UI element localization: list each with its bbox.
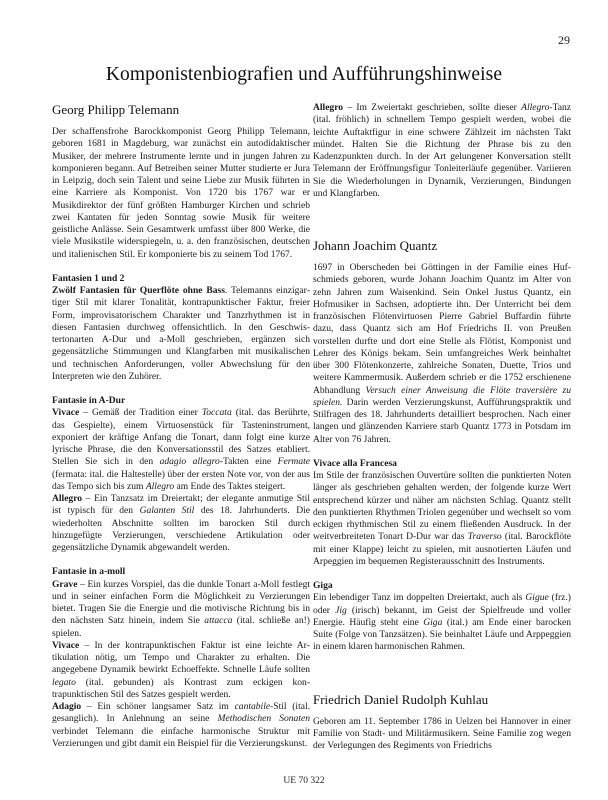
amoll-vivace xyxy=(52,640,310,701)
fantasien-lead: Zwölf Fantasien für Querflöte ohne Bass xyxy=(52,285,225,296)
tempo-label: Grave xyxy=(52,578,78,590)
italic-term: Traverso xyxy=(467,531,502,543)
left-column xyxy=(52,102,310,750)
adur-allegro xyxy=(52,493,310,554)
adur-vivace xyxy=(52,407,310,493)
italic-term: cantabile xyxy=(234,701,271,712)
text-run: (frz.) oder xyxy=(313,592,571,616)
section-spacer xyxy=(313,200,571,238)
tempo-label: Allegro xyxy=(313,102,344,113)
italic-term: Versuch einer Anweisung die Flöte traversière zu spielen. xyxy=(313,384,571,408)
tempo-label: Adagio xyxy=(52,701,82,712)
italic-term: Fermate xyxy=(277,456,310,468)
text-run: – Gemäß der Tradition einer xyxy=(79,407,202,419)
italic-term: Giga xyxy=(423,616,443,628)
text-run: Darin werden Verzierungskunst, Aufführungspraktik und Stilfragen des 18. Jahrhunderts detailliert besprochen. Nach einer langen und glänzenden Karriere starb Quantz 1773 in Potsdam im Alter von 76 Jahren. xyxy=(313,396,571,445)
text-run: – Ein schöner langsamer Satz im xyxy=(81,701,235,712)
amoll-grave xyxy=(52,579,310,640)
fantasie-amoll-heading: Fantasie in a-moll xyxy=(52,566,126,578)
italic-term: legato xyxy=(52,676,76,688)
francesa-heading: Vivace alla Francesa xyxy=(313,457,397,469)
quantz-bio xyxy=(313,262,571,446)
italic-term: attacca xyxy=(204,615,233,627)
text-run: – In der kontrapunktischen Faktur ist eine leichte Artikulation nötig, um Tempo und Charakter zu erhalten. Die angegebene Dynamik bewirkt Echoeffekte. Schnelle Läufe sollten xyxy=(52,639,310,676)
text-run: am Ende des Taktes steigert. xyxy=(174,480,286,492)
text-run: – Ein Tanzsatz im Dreiertakt; der elegante anmutige Stil ist typisch für den xyxy=(52,493,310,517)
catalog-number: UE 70 322 xyxy=(283,776,325,786)
text-run: -Stil (ital. gesanglich). In Anlehnung an seine xyxy=(52,701,310,725)
italic-term: Toccata xyxy=(201,407,232,419)
fantasien-heading: Fantasien 1 und 2 xyxy=(52,272,125,284)
text-run: (ital.) am Ende einer barocken Suite (Folge von Tanzsätzen). Sie beinhaltet Läufe und Arppeggien in einem klaren harmonischen Rahmen. xyxy=(313,616,572,653)
section-spacer xyxy=(313,654,571,692)
text-run: 1697 in Oberscheden bei Göttingen in der Familie eines Hufschmieds geboren, wurde Johann Joachim Quantz im Alter von zehn Jahren zum Waisenkind. Sein Onkel Justus Quantz, ein Hofmusiker in Sachsen, adoptierte ihn. Der Unterricht bei dem französischen Flötenvirtuosen Pierre Gabriel Buffardin führte dazu, dass Quantz sich am Hof Friedrichs II. von Preußen vorstellen durfte und dort eine Stelle als Flötist, Komponist und Lehrer des Königs bekam. Sein umfangreiches Werk beinhaltet über 300 Flötenkonzerte, zahlreiche Sonaten, Duette, Trios und weitere Kammermusik. Außerdem schrieb er die 1752 erschienene Abhandlung xyxy=(313,262,571,396)
italic-term: Allegro xyxy=(521,102,550,113)
italic-term: Methodischen Sonaten xyxy=(217,713,310,725)
text-run: (ital. gebunden) als Kontrast zum eckigen kontrapunktischen Stil des Satzes gespielt werden. xyxy=(52,676,310,700)
right-column xyxy=(313,102,571,752)
fantasien-text xyxy=(52,285,310,383)
text-run: (ital. das Berührte, das Gespielte), einem Virtuosenstück für Tasteninstrument, exponiert der kräftige Anfang die Tonart, dann folgt eine kurze lyrische Phrase, die den Konversationsstil des Satzes etabliert. Stellen Sie sich in den xyxy=(52,407,311,468)
francesa-text xyxy=(313,470,571,568)
text-run: verbindet Telemann die einfache harmonische Struktur mit Verzierungen und gibt damit ein Beispiel für die Verzierungskunst. xyxy=(52,725,310,749)
page-title: Komponistenbiografien und Aufführungshinweise xyxy=(105,64,503,85)
italic-term: Jig xyxy=(335,604,347,616)
kuhlau-bio: Geboren am 11. September 1786 in Uelzen bei Hannover in einer Familie von Stadt- und Militärmusikern. Seine Familie zog wegen der Verlegungen des Regiments von Friedrichs xyxy=(313,715,571,751)
italic-term: Gigue xyxy=(525,592,549,604)
page-number: 29 xyxy=(558,33,570,47)
telemann-bio: Der schaffensfrohe Barockkomponist Georg Philipp Telemann, geboren 1681 in Magdeburg, war zunächst ein autodidaktischer Musiker, der mehrere Instrumente lernte und in jungen Jahren zu komponieren begann. Auf Betreiben seiner Mutter studierte er Jura in Leipzig, doch sein Talent und seine Liebe zur Musik führten in eine Karriere als Komponist. Von 1720 bis 1767 war er Musikdirektor der fünf größten Hamburger Kirchen und schrieb zwei Kantaten für jeden Sonntag sowie Musik für weitere geistliche Anlässe. Sein Gesamtwerk umfasst über 800 Werke, die viele Musikstile widerspiegeln, u. a. den französischen, deutschen und italienischen Stil. Er komponierte bis zu seinem Tod 1767. xyxy=(52,126,310,260)
text-run: (ital. schließe an!) spielen. xyxy=(52,615,310,639)
text-run: – Im Zweiertakt geschrieben, sollte dieser xyxy=(343,102,522,113)
amoll-allegro xyxy=(313,102,571,200)
italic-term: adagio allegro xyxy=(159,456,220,468)
giga-text xyxy=(313,592,571,653)
telemann-heading: Georg Philipp Telemann xyxy=(52,102,180,117)
giga-heading: Giga xyxy=(313,580,333,591)
fantasien-body: . Telemanns einzigartiger Stil mit klarer Tonalität, kontrapunktischer Faktur, freier Form, improvisatorischem Charakter und Tanzrhythmen ist in diesen Fantasien durchweg offensichtlich. In den Geschwistertonarten A-Dur und a-Moll geschrieben, ergänzen sich gegensätzliche Stimmungen und Klangfarben mit musikalischen und technischen Anforderungen, voller Abwechslung für den Interpreten wie den Zuhörer. xyxy=(52,285,310,382)
tempo-label: Vivace xyxy=(52,639,80,651)
quantz-heading: Johann Joachim Quantz xyxy=(313,238,438,253)
text-run: Im Stile der französischen Ouvertüre sollten die punktierten Noten länger als geschrieben gehalten werden, der folgende kurze Wert entsprechend kürzer und näher am nächsten Schlag. Quantz stellt den punktierten Rhythmen Triolen gegenüber und wechselt so vom eckigen rhythmischen Stil zu einem fließenden Ausdruck. In der weitverbreiteten Tonart D-Dur war das xyxy=(313,470,571,543)
text-run: -Takten eine xyxy=(219,456,278,468)
text-run: (irisch) bekannt, im Geist der Spielfreude und voller Energie. Häufig steht eine xyxy=(313,604,571,628)
text-run: (fermata: ital. die Haltestelle) über der ersten Note vor, von der aus das Tempo sich bis zum xyxy=(52,468,310,492)
amoll-adagio xyxy=(52,701,310,750)
text-run: -Tanz (ital. fröhlich) in schnellem Tempo gespielt werden, wobei die leichte Auftaktfigur in eine schwere Zählzeit im nächsten Takt mündet. Halten Sie die Richtung der Phrase bis zu den Kadenzpunkten durch. In der Art gelungener Konversation stellt Telemann der Eröffnungsfigur Tonleiterläufe gegenüber. Variieren Sie die Wiederholungen in Dynamik, Verzierungen, Bindungen und Klangfarben. xyxy=(313,102,571,199)
tempo-label: Vivace xyxy=(52,407,80,419)
italic-term: Allegro xyxy=(145,480,175,492)
text-run: – Ein kurzes Vorspiel, das die dunkle Tonart a-Moll festlegt und in seiner einfachen Form die Möglichkeit zu Verzierungen bietet. Tragen Sie die Energie und die motivische Richtung bis in den nächsten Satz hinein, indem Sie xyxy=(52,578,310,627)
tempo-label: Allegro xyxy=(52,493,83,504)
kuhlau-heading: Friedrich Daniel Rudolph Kuhlau xyxy=(313,691,489,707)
fantasie-adur-heading: Fantasie in A-Dur xyxy=(52,395,126,406)
text-run: Ein lebendiger Tanz im doppelten Dreiertakt, auch als xyxy=(313,592,526,604)
text-run: (ital. Barockflöte mit einer Klappe) leicht zu spielen, mit ausnotierten Läufen und Arpeggien im bequemen Registerausschnitt des Instruments. xyxy=(313,531,571,567)
italic-term: Galanten Stil xyxy=(139,505,195,517)
text-run: des 18. Jahrhunderts. Die wiederholten Abschnitte sollten im barocken Stil durch hinzugefügte Verzierungen, verschiedene Artikulation oder gegensätzliche Dynamik abgewandelt werden. xyxy=(52,505,310,553)
